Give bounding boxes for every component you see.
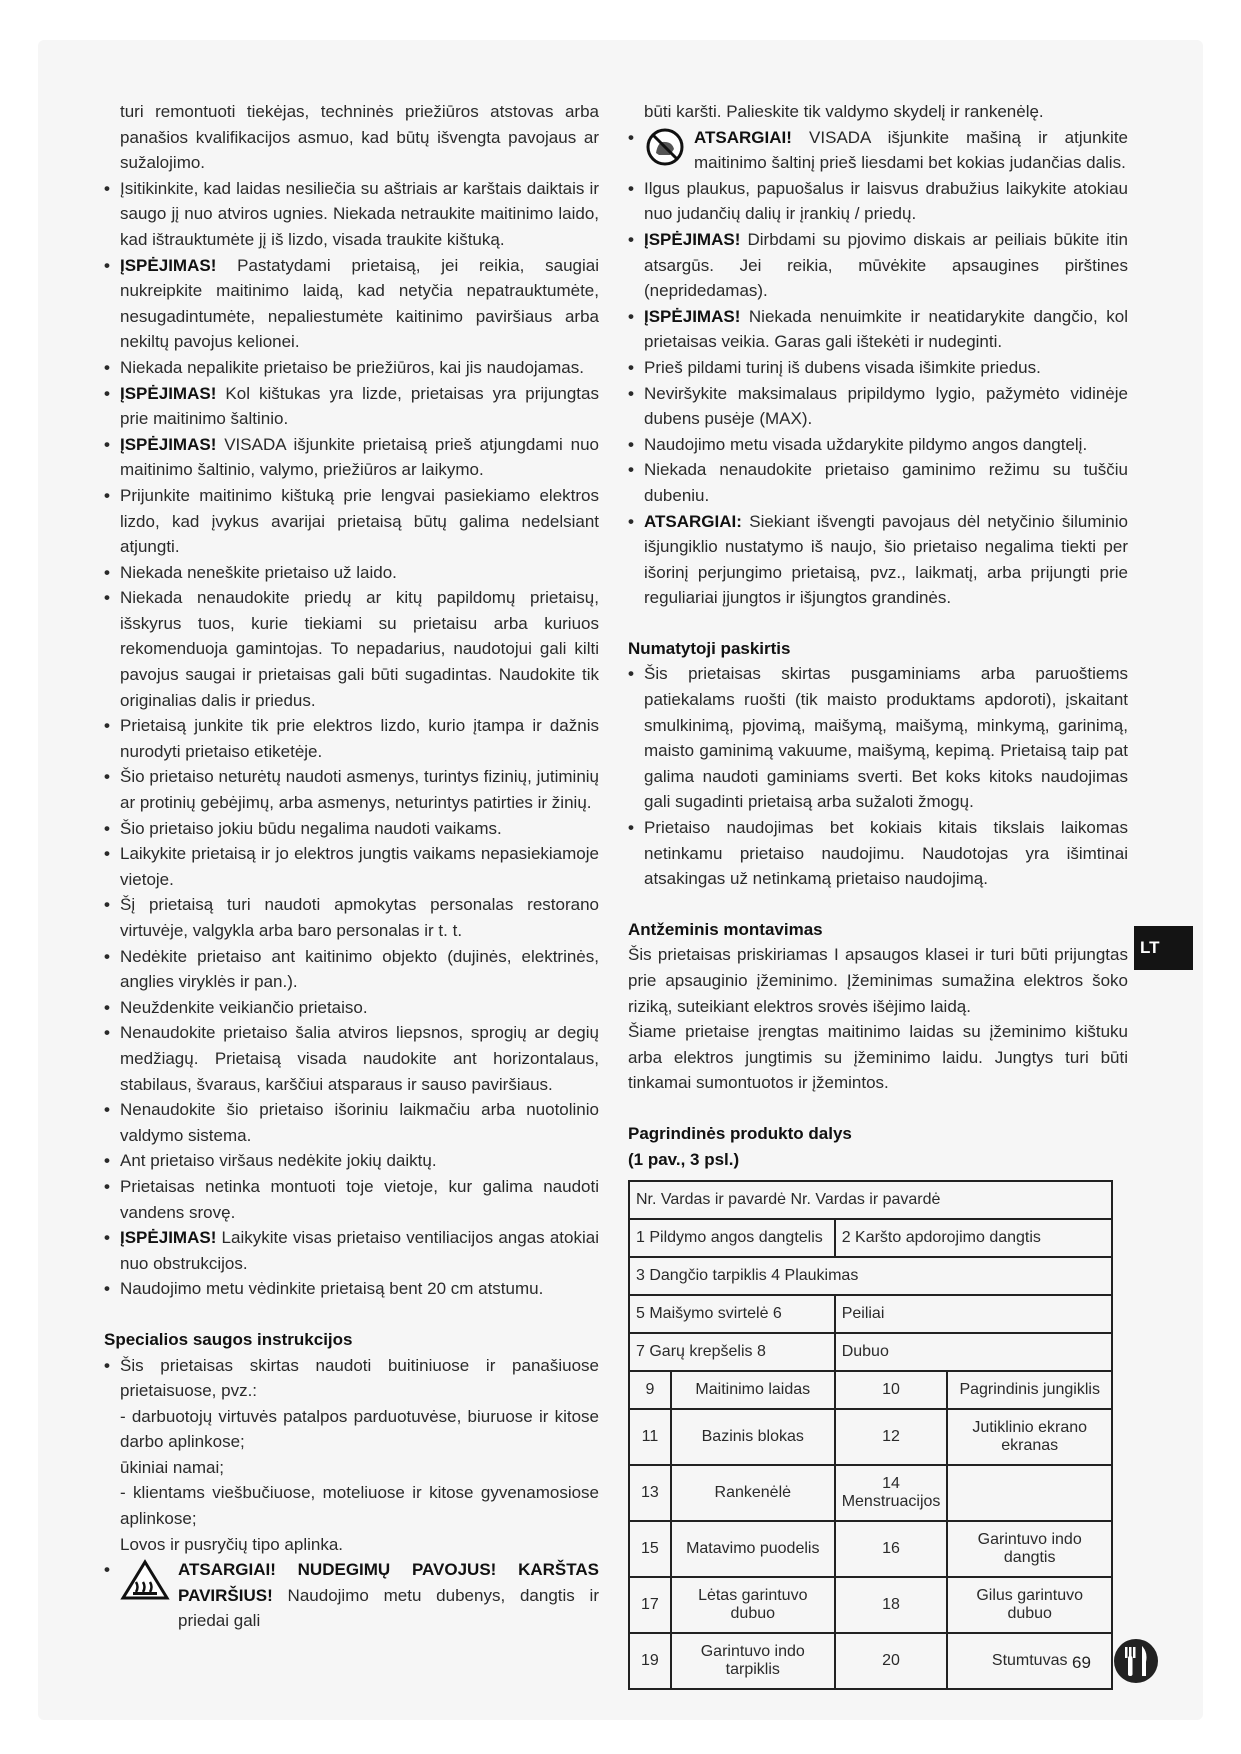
table-cell: Gilus garintuvo dubuo [947, 1577, 1112, 1633]
table-cell: Pagrindinis jungiklis [947, 1371, 1112, 1409]
left-column [104, 99, 599, 1634]
table-cell: Bazinis blokas [671, 1409, 835, 1465]
table-cell: 16 [835, 1521, 948, 1577]
page-number: 69 [1072, 1653, 1091, 1672]
special-line: ūkiniai namai; [120, 1457, 224, 1477]
purpose-bullet: • Šis prietaisas skirtas pusgaminiams arba paruoštiems patiekalams ruošti (tik maisto produktams apdoroti), įskaitant smulkinimą, pjovimą, maišymą, maišymą, minkymą, garinimą, maisto gaminimą vakuume, maišymą, kepimą. Prietaisą taip pat galima naudoti gaminiams sverti. Bet koks kitoks naudojimas gali sugadinti prietaisą arba sužaloti žmogų. [628, 661, 1128, 815]
bullet-text: Dirbdami su pjovimo diskais ar peiliais būkite itin atsargūs. Jei reikia, mūvėkite apsaugines pirštines (nepridedamas). [644, 229, 1128, 301]
safety-bullet [104, 1148, 599, 1174]
table-cell [947, 1465, 1112, 1521]
language-tab: LT [1134, 926, 1193, 970]
special-bullet: • Šis prietaisas skirtas naudoti buitiniuose ir panašiuose prietaisuose, pvz.: [104, 1353, 599, 1404]
safety-bullet [104, 713, 599, 764]
table-row [629, 1257, 1112, 1295]
parts-subheading: (1 pav., 3 psl.) [628, 1149, 740, 1169]
bullet-text: Niekada nenuimkite ir neatidarykite dangčio, kol prietaisas veikia. Garas gali ištekėti ir nudeginti. [644, 306, 1128, 352]
moving-parts-warning [628, 125, 1128, 176]
bullet-text: Ilgus plaukus, papuošalus ir laisvus drabužius laikykite atokiau nuo judančių dalių ir įrankių / priedų. [644, 178, 1128, 224]
table-cell: Garintuvo indo dangtis [947, 1521, 1112, 1577]
warning-keyword: ĮSPĖJIMAS! [120, 434, 217, 454]
table-cell: Nr. Vardas ir pavardė Nr. Vardas ir pavardė [629, 1181, 1112, 1219]
table-cell: 5 Maišymo svirtelė 6 [629, 1295, 835, 1333]
bullet-text: Šio prietaiso jokiu būdu negalima naudoti vaikams. [120, 818, 502, 838]
safety-bullet [104, 560, 599, 586]
parts-table [628, 1180, 1113, 1690]
safety-bullet [628, 457, 1128, 508]
table-row [629, 1577, 1112, 1633]
bullet-text: Pastatydami prietaisą, jei reikia, saugiai nukreipkite maitinimo laidą, kad netyčia nepatrauktumėte, nesugadintumėte, nepaliestumėte kaitinimo paviršiaus arba nekiltų pavojus kelionei. [120, 255, 599, 352]
table-cell: Stumtuvas [947, 1633, 1112, 1689]
bullet-text: Šį prietaisą turi naudoti apmokytas personalas restorano virtuvėje, valgykla arba baro personalas ir t. t. [120, 895, 599, 940]
safety-bullet [104, 1174, 599, 1225]
hot-surface-icon [120, 1559, 170, 1609]
bullet-text: VISADA išjunkite prietaisą prieš atjungdami nuo maitinimo šaltinio, valymo, priežiūros ar laikymo. [120, 434, 599, 480]
table-cell: 7 Garų krepšelis 8 [629, 1333, 835, 1371]
table-cell: 12 [835, 1409, 948, 1465]
safety-bullet [628, 509, 1128, 611]
table-cell: Jutiklinio ekrano ekranas [947, 1409, 1112, 1465]
table-cell: Maitinimo laidas [671, 1371, 835, 1409]
table-row [629, 1409, 1112, 1465]
hot-warning-text: Naudojimo metu dubenys, dangtis ir priedai gali [178, 1585, 599, 1631]
safety-bullet [104, 764, 599, 815]
warning-keyword: ĮSPĖJIMAS! [644, 229, 741, 249]
purpose-bullet: • Prietaiso naudojimas bet kokiais kitais tikslais laikomas netinkamu prietaiso naudojimu. Naudotojas yra išimtinai atsakingas už netinkamą prietaiso naudojimą. [628, 815, 1128, 892]
table-cell: Lėtas garintuvo dubuo [671, 1577, 835, 1633]
bullet-text: Siekiant išvengti pavojaus dėl netyčinio šiluminio išjungiklio nustatymo iš naujo, šio prietaiso negalima tiekti per išorinį perjungimo prietaisą, pvz., laikmatį, arba prijungti prie reguliariai įjungtos ir išjungtos grandinės. [644, 511, 1128, 608]
intro-paragraph: turi remontuoti tiekėjas, techninės priežiūros atstovas arba panašios kvalifikacijos asmuo, kad būtų išvengta pavojaus ar sužalojimo. [120, 102, 599, 173]
table-cell: 17 [629, 1577, 671, 1633]
bullet-text: Ant prietaiso viršaus nedėkite jokių daiktų. [120, 1151, 437, 1171]
special-heading: Specialios saugos instrukcijos [104, 1329, 353, 1349]
warning-keyword: ĮSPĖJIMAS! [644, 306, 741, 326]
safety-bullet [104, 355, 599, 381]
grounding-heading: Antžeminis montavimas [628, 919, 823, 939]
table-row [629, 1465, 1112, 1521]
table-cell: Garintuvo indo tarpiklis [671, 1633, 835, 1689]
safety-bullet [104, 841, 599, 892]
table-row [629, 1371, 1112, 1409]
bullet-text: Niekada neneškite prietaiso už laido. [120, 562, 397, 582]
safety-bullet [104, 483, 599, 560]
warning-keyword: ATSARGIAI: [644, 511, 742, 531]
bullet-text: Nenaudokite prietaiso šalia atviros liepsnos, sprogių ar degių medžiagų. Prietaisą visada naudokite ant horizontalaus, stabilaus, švaraus, karščiui atsparaus ir sauso paviršiaus. [120, 1023, 599, 1094]
moving-warning-text: VISADA išjunkite mašiną ir atjunkite maitinimo šaltinį prieš liesdami bet kokias judančias dalis. [694, 127, 1128, 173]
safety-bullet [628, 304, 1128, 355]
parts-heading: Pagrindinės produkto dalys [628, 1123, 852, 1143]
table-cell: 2 Karšto apdorojimo dangtis [835, 1219, 1112, 1257]
right-bullet-list [628, 176, 1128, 611]
special-line: - klientams viešbučiuose, moteliuose ir kitose gyvenamosiose aplinkose; [120, 1483, 599, 1529]
right-column [628, 99, 1128, 1690]
table-cell: 11 [629, 1409, 671, 1465]
table-cell: 20 [835, 1633, 948, 1689]
safety-bullet [104, 585, 599, 713]
bullet-text: Neviršykite maksimalaus pripildymo lygio, pažymėto vidinėje dubens pusėje (MAX). [644, 383, 1128, 429]
bullet-text: Neuždenkite veikiančio prietaiso. [120, 997, 368, 1017]
bullet-text: Įsitikinkite, kad laidas nesiliečia su aštriais ar karštais daiktais ir saugo jį nuo atviros ugnies. Niekada netraukite maitinimo laido, kad ištrauktumėte jį iš lizdo, visada traukite kištuką. [120, 178, 599, 249]
bullet-text: Naudojimo metu visada uždarykite pildymo angos dangtelį. [644, 434, 1088, 454]
table-row [629, 1633, 1112, 1689]
table-row [629, 1181, 1112, 1219]
hot-surface-warning [104, 1557, 599, 1634]
table-cell: 1 Pildymo angos dangtelis [629, 1219, 835, 1257]
special-line: Lovos ir pusryčių tipo aplinka. [120, 1534, 344, 1554]
warning-keyword: ĮSPĖJIMAS! [120, 255, 217, 275]
safety-bullet [104, 1225, 599, 1276]
table-cell: 10 [835, 1371, 948, 1409]
table-cell: Rankenėlė [671, 1465, 835, 1521]
table-cell: 3 Dangčio tarpiklis 4 Plaukimas [629, 1257, 1112, 1295]
bullet-text: Niekada nepalikite prietaiso be priežiūros, kai jis naudojamas. [120, 357, 584, 377]
warning-keyword: ĮSPĖJIMAS! [120, 383, 217, 403]
safety-bullet [104, 176, 599, 253]
bullet-text: Laikykite prietaisą ir jo elektros jungtis vaikams nepasiekiamoje vietoje. [120, 844, 599, 889]
left-bullet-list [104, 176, 599, 1302]
safety-bullet [104, 432, 599, 483]
bullet-text: Kol kištukas yra lizde, prietaisas yra prijungtas prie maitinimo šaltinio. [120, 383, 599, 429]
continued-text: būti karšti. Palieskite tik valdymo skydelį ir rankenėlę. [644, 102, 1044, 121]
safety-bullet [104, 1020, 599, 1097]
safety-bullet [104, 1276, 599, 1302]
safety-bullet [104, 816, 599, 842]
safety-bullet [628, 176, 1128, 227]
bullet-text: Šio prietaiso neturėtų naudoti asmenys, turintys fizinių, jutiminių ar protinių gebėjimų, arba asmenys, neturintys patirties ir žinių. [120, 767, 599, 813]
grounding-paragraph: Šis prietaisas priskiriamas I apsaugos klasei ir turi būti prijungtas prie apsauginio įžeminimo. Įžeminimas sumažina elektros šoko riziką, suteikiant elektros srovės išėjimo laidą. [628, 945, 1128, 1016]
table-row [629, 1219, 1112, 1257]
safety-bullet [628, 432, 1128, 458]
safety-bullet [104, 995, 599, 1021]
moving-warning-keyword: ATSARGIAI! [694, 127, 792, 147]
table-cell: 18 [835, 1577, 948, 1633]
safety-bullet [628, 355, 1128, 381]
safety-bullet [628, 381, 1128, 432]
safety-bullet [104, 944, 599, 995]
table-cell: Matavimo puodelis [671, 1521, 835, 1577]
bullet-text: Prijunkite maitinimo kištuką prie lengvai pasiekiamo elektros lizdo, kad įvykus avarijai prietaisą būtų galima nedelsiant atjungti. [120, 485, 599, 557]
bullet-text: Niekada nenaudokite prietaiso gaminimo režimu su tuščiu dubeniu. [644, 460, 1128, 505]
table-cell: Dubuo [835, 1333, 1112, 1371]
safety-bullet [104, 381, 599, 432]
special-line: - darbuotojų virtuvės patalpos parduotuvėse, biuruose ir kitose darbo aplinkose; [120, 1406, 599, 1452]
bullet-text: Niekada nenaudokite priedų ar kitų papildomų prietaisų, išskyrus tuos, kurie tiekiami su prietaisu arba kuriuos rekomenduoja gamintojas. To nepadarius, naudotojui gali kilti pavojus saugai ir prietaisas gali būti sugadintas. Naudokite tik originalias dalis ir priedus. [120, 588, 599, 710]
warning-keyword: ĮSPĖJIMAS! [120, 1228, 217, 1248]
bullet-text: Prieš pildami turinį iš dubens visada išimkite priedus. [644, 357, 1041, 377]
bullet-text: Prietaisas netinka montuoti toje vietoje, kur galima naudoti vandens srovę. [120, 1176, 599, 1222]
no-touch-moving-parts-icon [644, 127, 686, 175]
cutlery-logo-icon [1113, 1638, 1159, 1689]
safety-bullet [104, 892, 599, 943]
safety-bullet [628, 227, 1128, 304]
table-row [629, 1521, 1112, 1577]
bullet-text: Prietaisą junkite tik prie elektros lizdo, kurio įtampa ir dažnis nurodyti prietaiso etiketėje. [120, 716, 599, 761]
safety-bullet [104, 253, 599, 355]
grounding-paragraph: Šiame prietaise įrengtas maitinimo laidas su įžeminimo kištuku arba elektros jungtimis su įžeminimo laidu. Jungtys turi būti tinkamai sumontuotos ir įžemintos. [628, 1022, 1128, 1093]
safety-bullet [104, 1097, 599, 1148]
bullet-text: Laikykite visas prietaiso ventiliacijos angas atokiai nuo obstrukcijos. [120, 1228, 599, 1273]
bullet-text: Nenaudokite šio prietaiso išoriniu laikmačiu arba nuotolinio valdymo sistema. [120, 1100, 599, 1145]
table-cell: 15 [629, 1521, 671, 1577]
purpose-heading: Numatytoji paskirtis [628, 638, 791, 658]
table-cell: 9 [629, 1371, 671, 1409]
table-cell: 19 [629, 1633, 671, 1689]
bullet-text: Nedėkite prietaiso ant kaitinimo objekto (dujinės, elektrinės, anglies viryklės ir pan.). [120, 946, 599, 992]
bullet-text: Naudojimo metu vėdinkite prietaisą bent 20 cm atstumu. [120, 1279, 544, 1299]
table-row [629, 1295, 1112, 1333]
table-row [629, 1333, 1112, 1371]
table-cell: 14 Menstruacijos [835, 1465, 948, 1521]
hot-warning-keyword: ATSARGIAI! NUDEGIMŲ PAVOJUS! KARŠTAS PAVIRŠIUS! [178, 1560, 599, 1605]
table-cell: 13 [629, 1465, 671, 1521]
table-cell: Peiliai [835, 1295, 1112, 1333]
